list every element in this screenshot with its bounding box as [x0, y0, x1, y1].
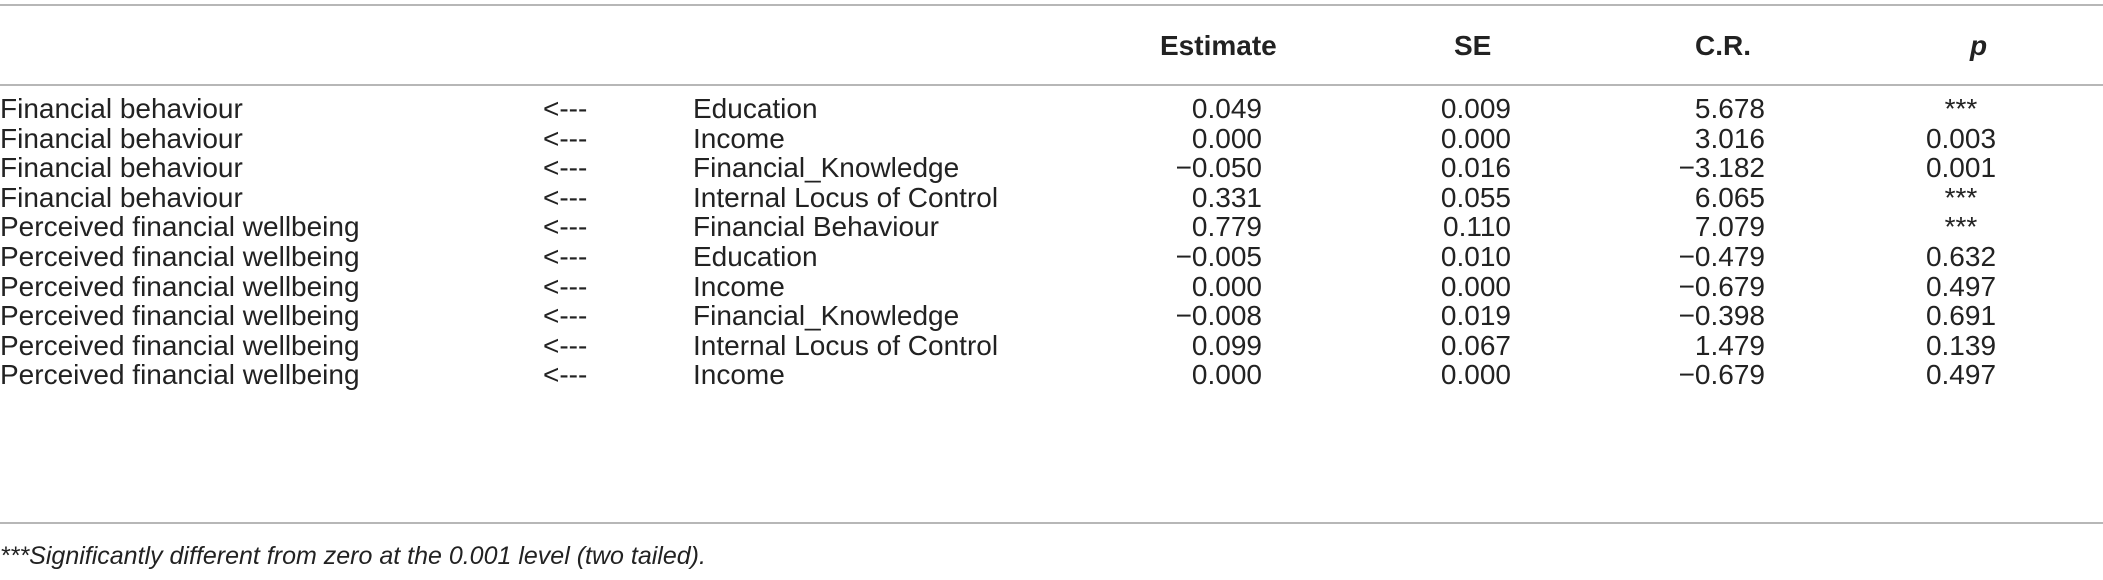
- path-arrow-cell: <---: [543, 152, 588, 184]
- dependent-variable-cell: Financial behaviour: [0, 122, 243, 154]
- estimate-cell: −0.050: [1175, 152, 1262, 184]
- table-header-rule: [0, 84, 2103, 86]
- path-arrow-cell: <---: [543, 211, 588, 243]
- path-arrow-cell: <---: [543, 93, 588, 124]
- independent-variable-cell: Internal Locus of Control: [693, 181, 999, 213]
- independent-variable-cell: Financial Behaviour: [693, 211, 939, 243]
- independent-variable-cell: Education: [693, 241, 818, 272]
- estimate-cell: 0.049: [1191, 93, 1262, 124]
- path-arrow-cell: <---: [543, 122, 588, 154]
- dependent-variable-cell: Perceived financial wellbeing: [0, 359, 360, 391]
- se-cell: 0.067: [1440, 329, 1511, 361]
- dependent-variable-cell: Financial behaviour: [0, 152, 243, 184]
- cr-cell: 1.479: [1694, 329, 1765, 361]
- table-footnote: ***Significantly different from zero at the 0.001 level (two tailed).: [0, 542, 706, 570]
- se-cell: 0.009: [1440, 93, 1511, 124]
- dependent-variable-cell: Perceived financial wellbeing: [0, 211, 360, 243]
- dependent-variable-cell: Perceived financial wellbeing: [0, 270, 360, 302]
- independent-variable-cell: Internal Locus of Control: [693, 329, 999, 361]
- estimate-cell: 0.000: [1191, 270, 1262, 302]
- se-cell: 0.055: [1440, 181, 1511, 213]
- independent-variable-cell: Income: [693, 270, 785, 302]
- path-arrow-cell: <---: [543, 181, 588, 213]
- p-value-cell: 0.497: [1925, 359, 1997, 391]
- p-value-cell: 0.001: [1925, 152, 1997, 184]
- table-bottom-rule: [0, 522, 2103, 524]
- p-value-cell: ***: [1944, 211, 1978, 243]
- se-cell: 0.010: [1440, 241, 1511, 272]
- header-estimate: Estimate: [1160, 30, 1277, 61]
- se-cell: 0.000: [1440, 122, 1511, 154]
- dependent-variable-cell: Financial behaviour: [0, 181, 243, 213]
- path-arrow-cell: <---: [543, 241, 588, 272]
- estimate-cell: −0.005: [1175, 241, 1262, 272]
- path-arrow-cell: <---: [543, 359, 588, 391]
- estimate-cell: 0.099: [1191, 329, 1262, 361]
- cr-cell: −0.679: [1678, 270, 1765, 302]
- cr-cell: −3.182: [1678, 152, 1765, 184]
- p-value-cell: ***: [1944, 181, 1978, 213]
- cr-cell: −0.398: [1678, 300, 1765, 332]
- header-p: p: [1970, 30, 1988, 61]
- cr-cell: 7.079: [1694, 211, 1765, 243]
- independent-variable-cell: Education: [693, 93, 818, 124]
- table-top-rule: [0, 4, 2103, 6]
- se-cell: 0.110: [1443, 211, 1511, 243]
- p-value-cell: 0.139: [1925, 329, 1997, 361]
- se-cell: 0.016: [1440, 152, 1511, 184]
- dependent-variable-cell: Perceived financial wellbeing: [0, 300, 360, 332]
- se-cell: 0.000: [1440, 359, 1511, 391]
- path-arrow-cell: <---: [543, 270, 588, 302]
- se-cell: 0.019: [1440, 300, 1511, 332]
- p-value-cell: ***: [1944, 93, 1978, 124]
- path-arrow-cell: <---: [543, 300, 588, 332]
- estimate-cell: −0.008: [1175, 300, 1262, 332]
- p-value-cell: 0.691: [1925, 300, 1997, 332]
- p-value-cell: 0.497: [1925, 270, 1997, 302]
- p-value-cell: 0.632: [1925, 241, 1997, 272]
- dependent-variable-cell: Financial behaviour: [0, 93, 243, 124]
- dependent-variable-cell: Perceived financial wellbeing: [0, 329, 360, 361]
- estimate-cell: 0.000: [1191, 122, 1262, 154]
- independent-variable-cell: Income: [693, 122, 785, 154]
- estimate-cell: 0.000: [1191, 359, 1262, 391]
- se-cell: 0.000: [1440, 270, 1511, 302]
- table-row: [0, 355, 2103, 395]
- cr-cell: −0.679: [1678, 359, 1765, 391]
- cr-cell: 3.016: [1694, 122, 1765, 154]
- cr-cell: 5.678: [1694, 93, 1765, 124]
- cr-cell: 6.065: [1694, 181, 1765, 213]
- estimate-cell: 0.331: [1191, 181, 1262, 213]
- header-se: SE: [1454, 30, 1492, 61]
- independent-variable-cell: Financial_Knowledge: [693, 300, 960, 332]
- header-cr: C.R.: [1695, 30, 1751, 61]
- independent-variable-cell: Income: [693, 359, 785, 391]
- dependent-variable-cell: Perceived financial wellbeing: [0, 241, 360, 272]
- estimate-cell: 0.779: [1191, 211, 1262, 243]
- cr-cell: −0.479: [1678, 241, 1765, 272]
- path-arrow-cell: <---: [543, 329, 588, 361]
- p-value-cell: 0.003: [1925, 122, 1997, 154]
- independent-variable-cell: Financial_Knowledge: [693, 152, 960, 184]
